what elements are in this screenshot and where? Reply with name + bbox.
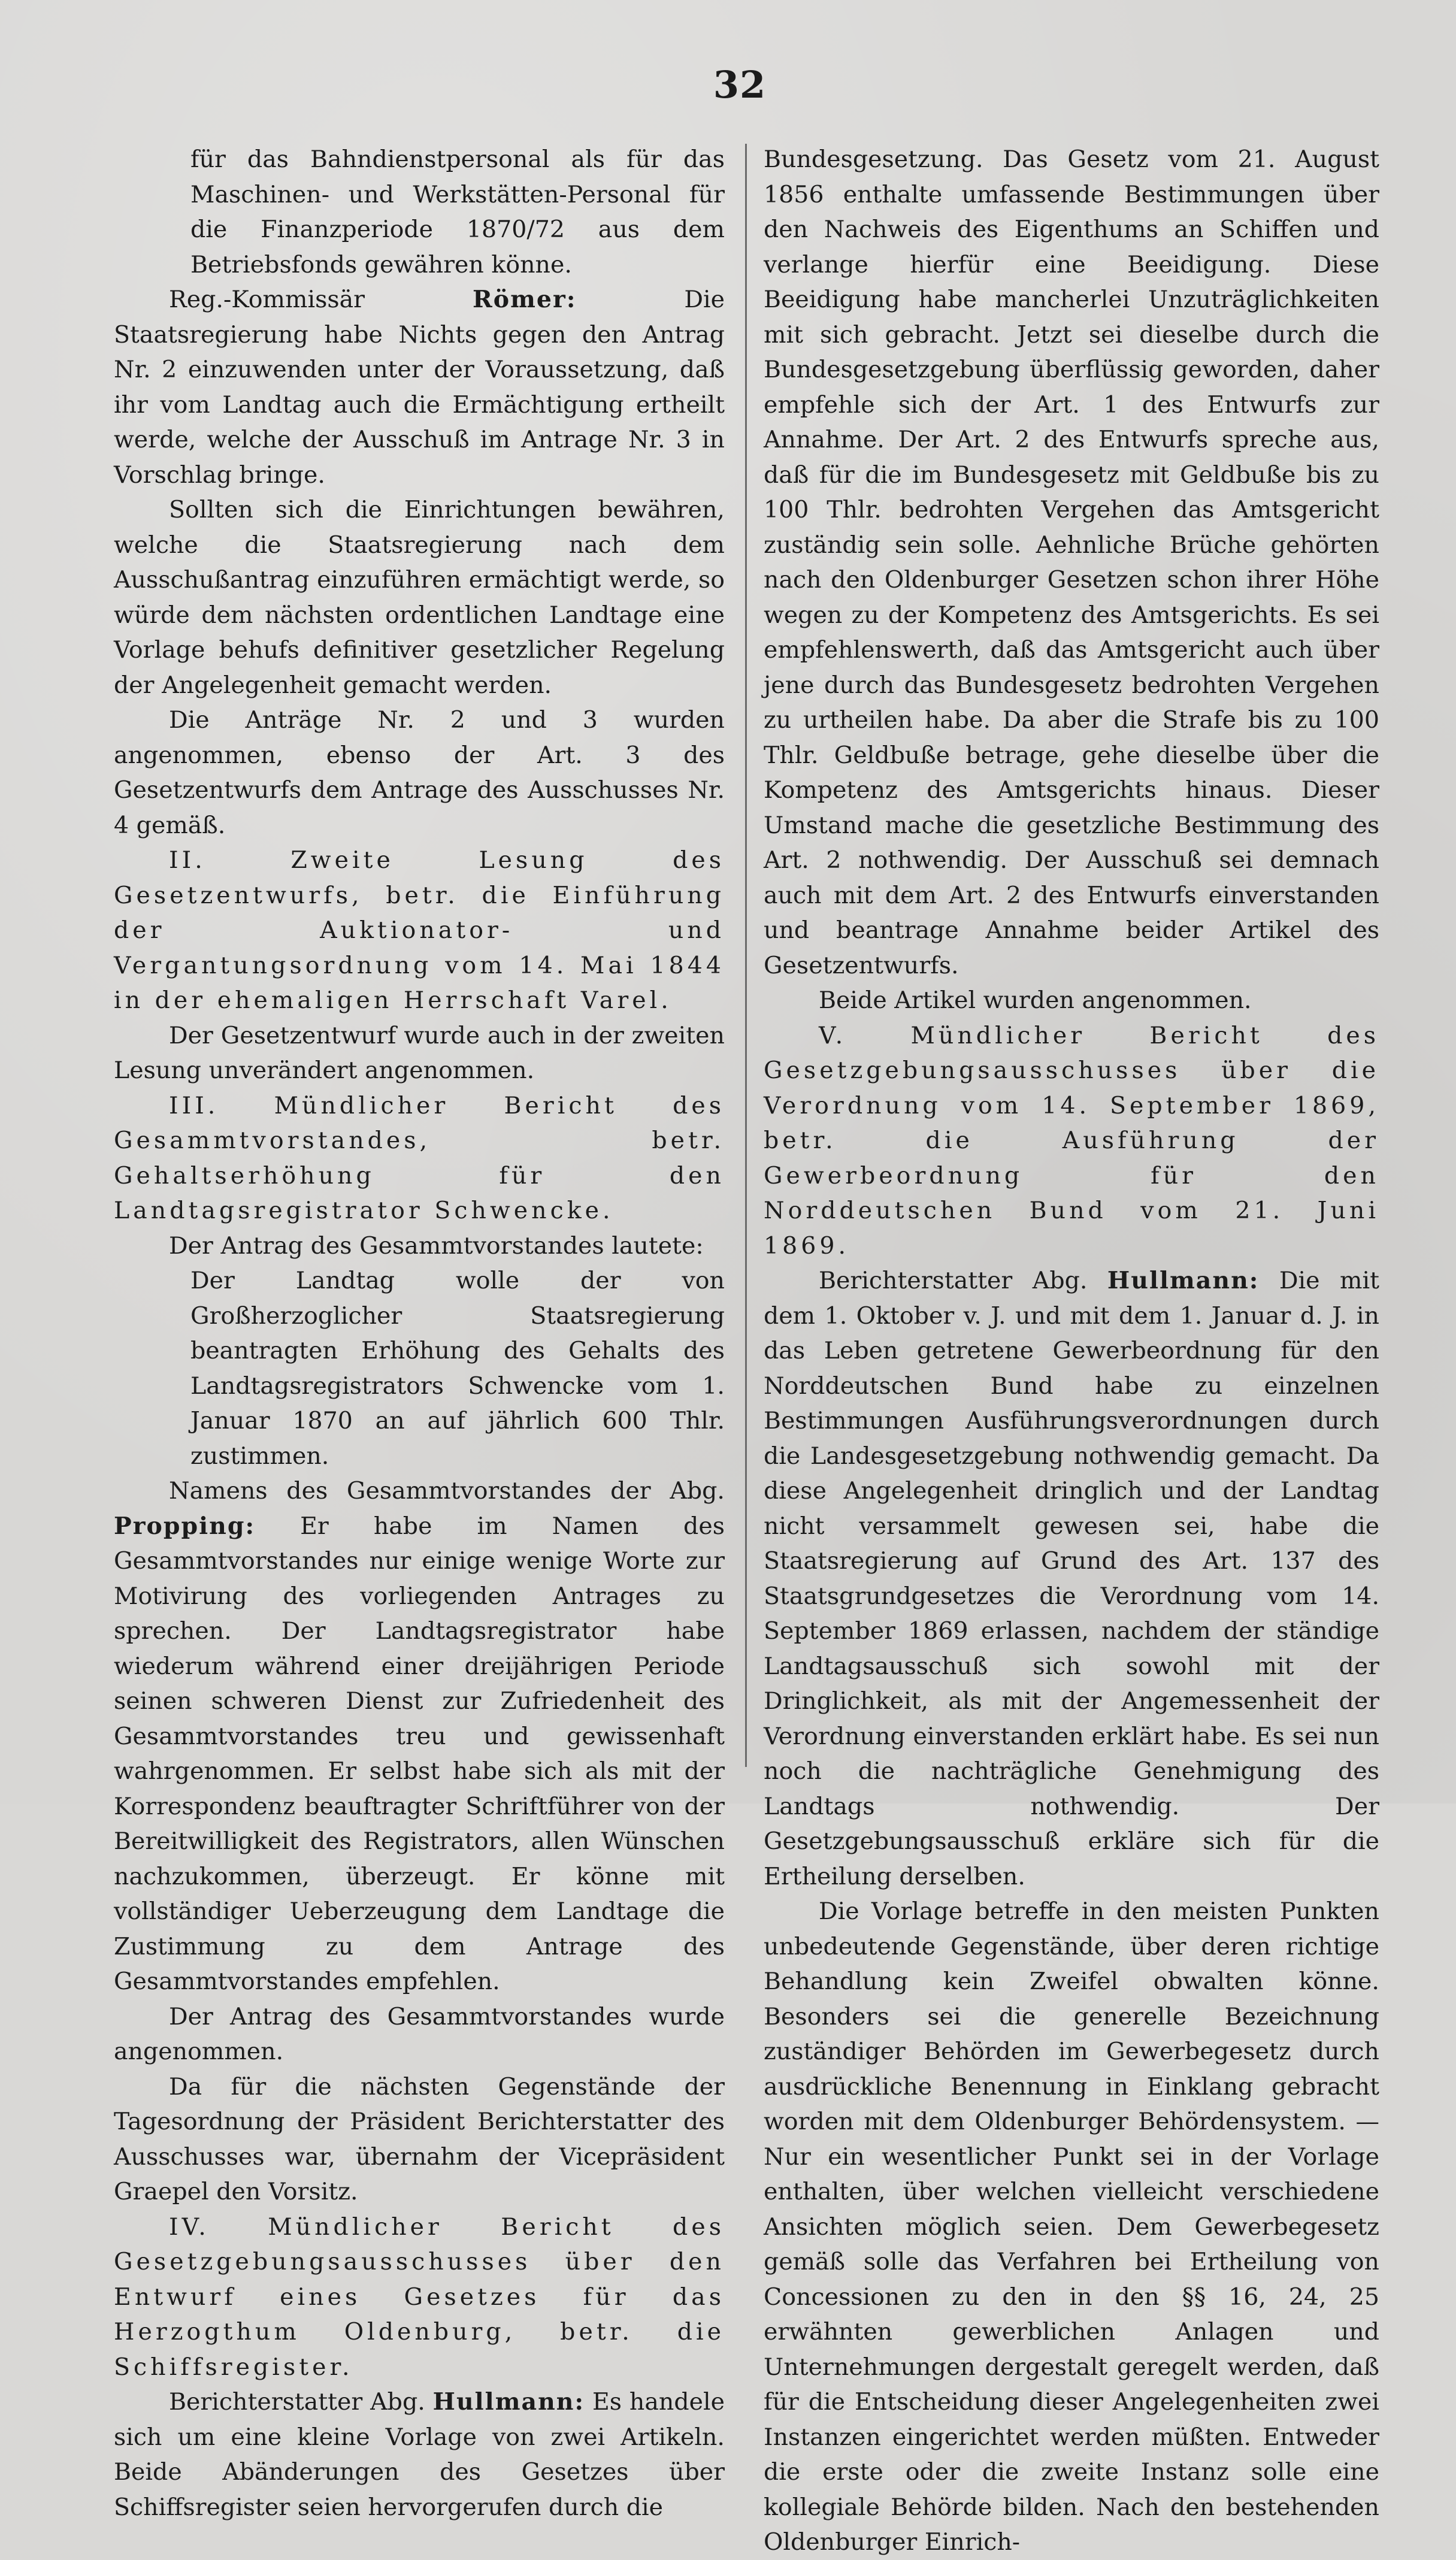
paragraph-roemer-statement <box>114 282 725 492</box>
paragraph-second-reading: Der Gesetzentwurf wurde auch in der zweiten Lesung unverändert angenommen. <box>114 1021 725 1084</box>
section-heading-ii: II. Zweite Lesung des Gesetzentwurfs, betr. die Einführung der Auktionator- und Vergantungsordnung vom 14. Mai 1844 in der ehemaligen Herrschaft Varel. <box>114 846 725 1014</box>
speaker-name: Hullmann: <box>432 2388 585 2416</box>
speaker-name: Propping: <box>114 1512 256 1540</box>
speaker-name: Hullmann: <box>1107 1267 1260 1294</box>
speaker-title: Reg.-Kommissär <box>169 286 473 313</box>
paragraph-hullmann-report <box>764 1263 1379 1894</box>
right-column <box>764 142 1379 2560</box>
paragraph-articles-adopted: Beide Artikel wurden angenommen. <box>819 987 1252 1014</box>
paragraph-hullmann-statement <box>114 2385 725 2525</box>
paragraph-propping-statement <box>114 1473 725 1999</box>
speaker-title: Namens des Gesammtvorstandes der Abg. <box>169 1477 725 1505</box>
speaker-title: Berichterstatter Abg. <box>819 1267 1107 1294</box>
statement-text: Es handele sich um eine kleine Vorlage von zwei Artikeln. Beide Abänderungen des Gesetzes über Schiffsregister seien hervorgerufen durch die <box>114 2388 725 2521</box>
statement-text: Die Staatsregierung habe Nichts gegen den Antrag Nr. 2 einzuwenden unter der Voraussetzung, daß ihr vom Landtag auch die Ermächtigung ertheilt werde, welche der Ausschuß im Antrage Nr. 3 in Vorschlag bringe. <box>114 286 725 489</box>
section-heading-iv: IV. Mündlicher Bericht des Gesetzgebungsausschusses über den Entwurf eines Gesetzes für das Herzogthum Oldenburg, betr. die Schiffsregister. <box>114 2213 725 2381</box>
speaker-name: Römer: <box>472 286 577 313</box>
section-heading-v: V. Mündlicher Bericht des Gesetzgebungsausschusses über die Verordnung vom 14. September 1869, betr. die Ausführung der Gewerbeordnung für den Norddeutschen Bund vom 21. Juni 1869. <box>764 1021 1379 1260</box>
statement-text: Er habe im Namen des Gesammtvorstandes nur einige wenige Worte zur Motivirung des vorliegenden Antrages zu sprechen. Der Landtagsregistrator habe wiederum während einer dreijährigen Periode seinen schweren Dienst zur Zufriedenheit des Gesammtvorstandes treu und gewissenhaft wahrgenommen. Er selbst habe sich als mit der Korrespondenz beauftragter Schriftführer von der Bereitwilligkeit des Registrators, allen Wünschen nachzukommen, überzeugt. Er könne mit vollständiger Ueberzeugung dem Landtage die Zustimmung zu dem Antrage des Gesammtvorstandes empfehlen. <box>114 1512 725 1995</box>
column-divider <box>745 144 747 1767</box>
section-heading-iii: III. Mündlicher Bericht des Gesammtvorstandes, betr. Gehaltserhöhung für den Landtagsregistrator Schwencke. <box>114 1091 725 1224</box>
speaker-title: Berichterstatter Abg. <box>169 2388 433 2416</box>
paragraph-chair-change: Da für die nächsten Gegenstände der Tagesordnung der Präsident Berichterstatter des Ausschusses war, übernahm der Vicepräsident Graepel den Vorsitz. <box>114 2072 725 2205</box>
paragraph-federal-law: Bundesgesetzung. Das Gesetz vom 21. August 1856 enthalte umfassende Bestimmungen über den Nachweis des Eigenthums an Schiffen und verlange hierfür eine Beeidigung. Diese Beeidigung habe mancherlei Unzuträglichkeiten mit sich gebracht. Jetzt sei dieselbe durch die Bundesgesetzgebung überflüssig geworden, daher empfehle sich der Art. 1 des Entwurfs zur Annahme. Der Art. 2 des Entwurfs spreche aus, daß für die im Bundesgesetz mit Geldbuße bis zu 100 Thlr. bedrohten Vergehen das Amtsgericht zuständig sein solle. Aehnliche Brüche gehörten nach den Oldenburger Gesetzen schon ihrer Höhe wegen zu der Kompetenz des Amtsgerichts. Es sei empfehlenswerth, daß das Amtsgericht auch über jene durch das Bundesgesetz bedrohten Vergehen zu urtheilen habe. Da aber die Strafe bis zu 100 Thlr. Geldbuße betrage, gehe dieselbe über die Kompetenz des Amtsgerichts hinaus. Dieser Umstand mache die gesetzliche Bestimmung des Art. 2 nothwendig. Der Ausschuß sei demnach auch mit dem Art. 2 des Entwurfs einverstanden und beantrage Annahme beider Artikel des Gesetzentwurfs. <box>764 146 1379 979</box>
paragraph-budget-continuation: für das Bahndienstpersonal als für das Maschinen- und Werkstätten-Personal für die Finanzperiode 1870/72 aus dem Betriebsfonds gewähren könne. <box>190 146 725 279</box>
page-number: 32 <box>713 63 767 107</box>
paragraph-proposal-details: Die Vorlage betreffe in den meisten Punkten unbedeutende Gegenstände, über deren richtige Behandlung kein Zweifel obwalten könne. Besonders sei die generelle Bezeichnung zuständiger Behörden im Gewerbegesetz durch ausdrückliche Benennung in Einklang gebracht worden mit dem Oldenburger Behördensystem. — Nur ein wesentlicher Punkt sei in der Vorlage enthalten, über welchen vielleicht verschiedene Ansichten möglich seien. Dem Gewerbegesetz gemäß solle das Verfahren bei Ertheilung von Concessionen zu den in den §§ 16, 24, 25 erwähnten gewerblichen Anlagen und Unternehmungen dergestalt geregelt werden, daß für die Entscheidung dieser Angelegenheiten zwei Instanzen eingerichtet werden müßten. Entweder die erste oder die zweite Instanz solle eine kollegiale Behörde bilden. Nach den bestehenden Oldenburger Einrich- <box>764 1898 1379 2556</box>
paragraph-motion-intro: Der Antrag des Gesammtvorstandes lautete: <box>169 1231 704 1260</box>
paragraph-motions-adopted: Die Anträge Nr. 2 und 3 wurden angenommen, ebenso der Art. 3 des Gesetzentwurfs dem Antrage des Ausschusses Nr. 4 gemäß. <box>114 706 725 839</box>
paragraph-institutions: Sollten sich die Einrichtungen bewähren, welche die Staatsregierung nach dem Ausschußantrag einzuführen ermächtigt werde, so würde dem nächsten ordentlichen Landtage eine Vorlage behufs definitiver gesetzlicher Regelung der Angelegenheit gemacht werden. <box>114 496 725 699</box>
left-column <box>114 142 725 2525</box>
paragraph-motion-adopted: Der Antrag des Gesammtvorstandes wurde angenommen. <box>114 2002 725 2065</box>
statement-text: Die mit dem 1. Oktober v. J. und mit dem 1. Januar d. J. in das Leben getretene Gewerbeordnung für den Norddeutschen Bund habe zu einzelnen Bestimmungen Ausführungsverordnungen durch die Landesgesetzgebung nothwendig gemacht. Da diese Angelegenheit dringlich und der Landtag nicht versammelt gewesen sei, habe die Staatsregierung auf Grund des Art. 137 des Staatsgrundgesetzes die Verordnung vom 14. September 1869 erlassen, nachdem der ständige Landtagsausschuß sich sowohl mit der Dringlichkeit, als mit der Angemessenheit der Verordnung einverstanden erklärt habe. Es sei nun noch die nachträgliche Genehmigung des Landtags nothwendig. Der Gesetzgebungsausschuß erkläre sich für die Ertheilung derselben. <box>764 1267 1379 1890</box>
quoted-motion: Der Landtag wolle der von Großherzoglicher Staatsregierung beantragten Erhöhung des Gehalts des Landtagsregistrators Schwencke vom 1. Januar 1870 an auf jährlich 600 Thlr. zustimmen. <box>190 1267 725 1470</box>
